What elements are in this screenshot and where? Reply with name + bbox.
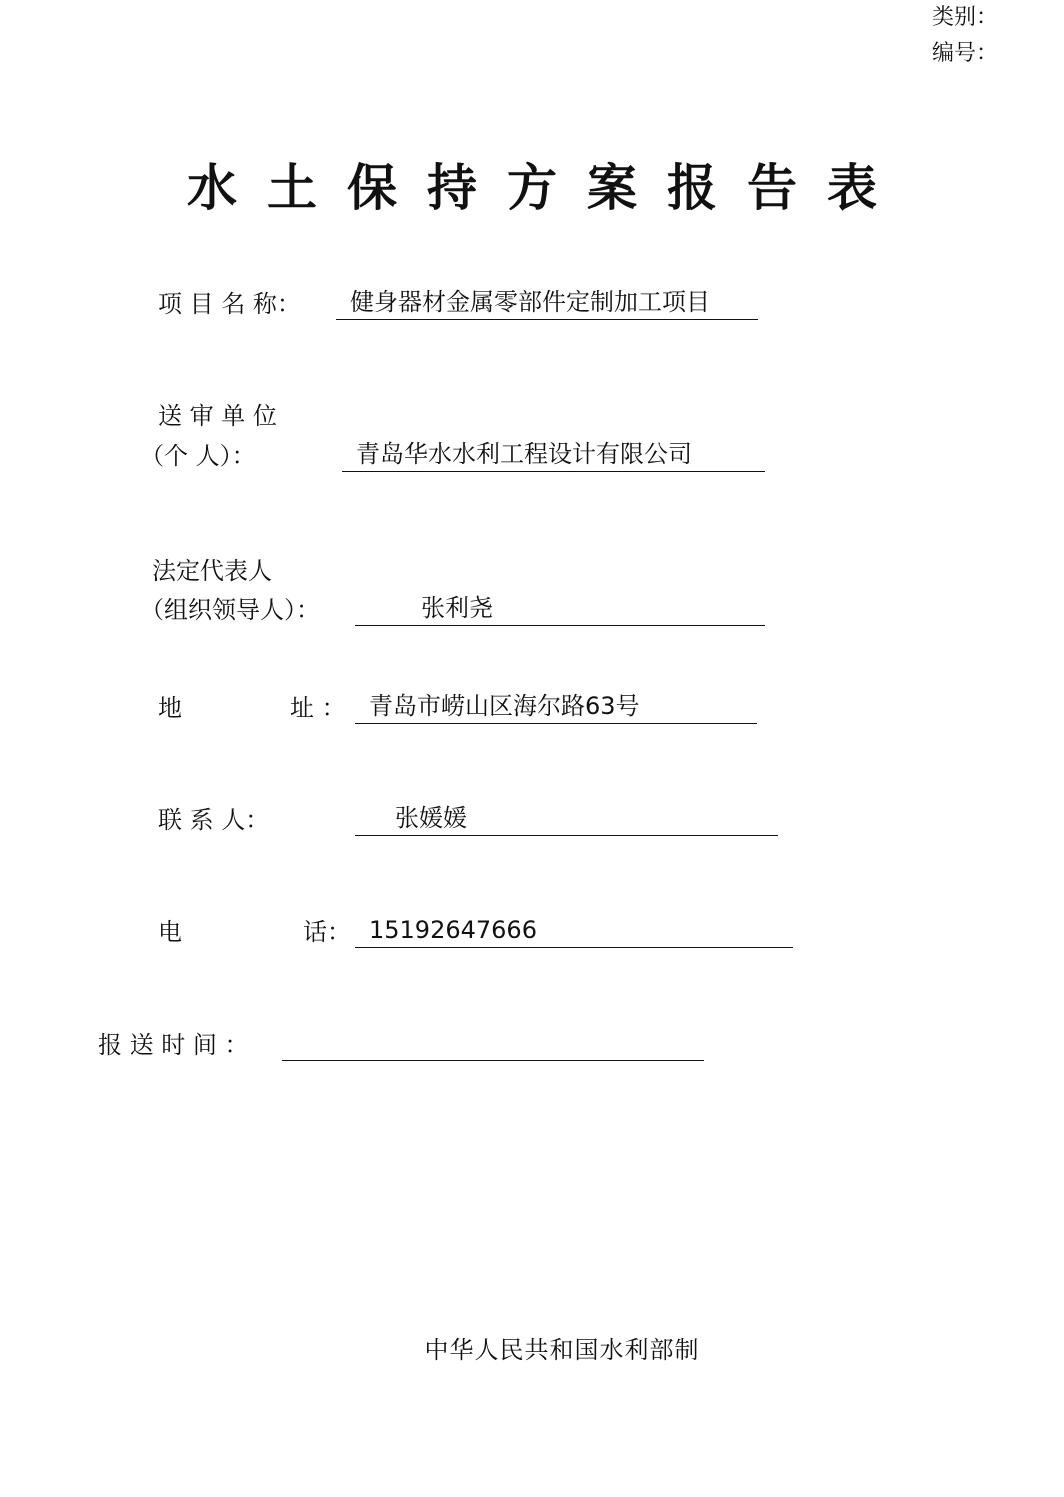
legal-rep-label-line1: 法定代表人 <box>152 557 272 585</box>
phone-value: 15192647666 <box>369 916 537 944</box>
address-label-right: 址 ： <box>290 694 346 722</box>
project-name-value: 健身器材金属零部件定制加工项目 <box>350 288 710 316</box>
page-title: 水土保持方案报告表 <box>187 159 907 217</box>
submitter-label-line2: （个 人）： <box>140 442 256 470</box>
address-label-left: 地 <box>158 694 182 722</box>
contact-field <box>355 802 778 836</box>
address-value: 青岛市崂山区海尔路63号 <box>369 692 640 720</box>
phone-field <box>355 914 793 948</box>
submitter-label-line1: 送 审 单 位 <box>158 402 277 430</box>
category-label: 类别： <box>932 5 999 30</box>
issuer-footer: 中华人民共和国水利部制 <box>424 1336 700 1364</box>
phone-label-left: 电 <box>158 918 182 946</box>
number-label: 编号： <box>932 41 999 66</box>
phone-label-right: 话： <box>303 918 351 946</box>
submitter-value: 青岛华水水利工程设计有限公司 <box>356 440 692 468</box>
project-name-label: 项 目 名 称： <box>158 290 301 318</box>
contact-label: 联 系 人： <box>158 806 270 834</box>
contact-value: 张媛媛 <box>395 804 467 832</box>
address-field <box>355 690 757 724</box>
legal-rep-value: 张利尧 <box>421 594 493 622</box>
legal-rep-field <box>355 592 765 626</box>
legal-rep-label-line2: （组织领导人）： <box>140 596 320 624</box>
submit-time-label: 报 送 时 间 ： <box>98 1031 249 1059</box>
submitter-field <box>342 438 765 472</box>
submit-time-field <box>282 1027 704 1061</box>
project-name-field <box>336 286 758 320</box>
